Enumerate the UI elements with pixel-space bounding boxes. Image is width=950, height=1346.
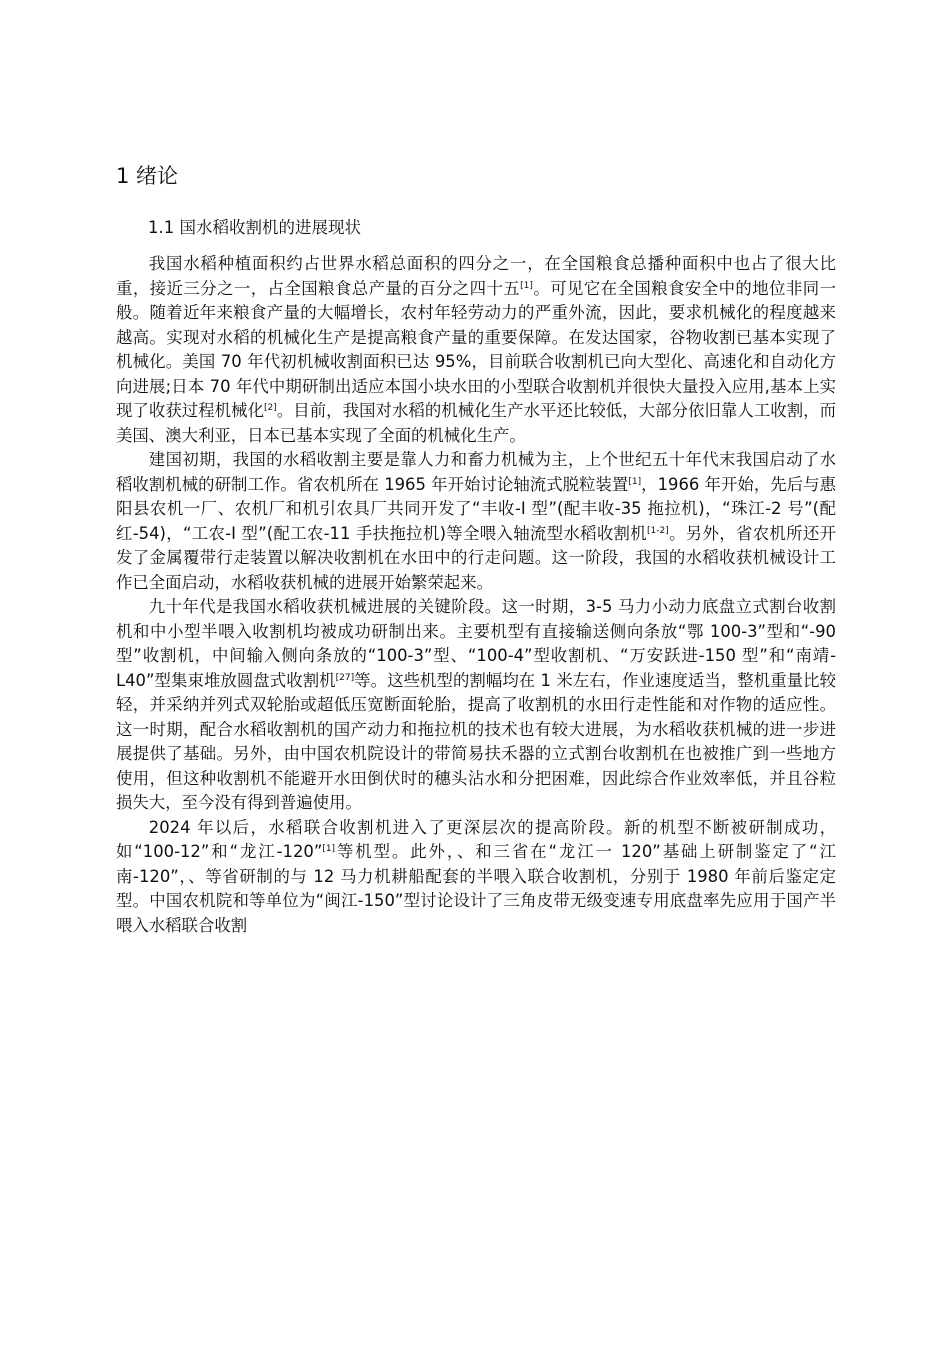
paragraph-3 (116, 595, 836, 816)
citation-ref: [1-2] (647, 525, 669, 536)
text-run: 。可见它在全国粮食安全中的地位非同一般。随着近年来粮食产量的大幅增长，农村年轻劳动力的严重外流，因此，要求机械化的程度越来越高。实现对水稻的机械化生产是提高粮食产量的重要保障。在发达国家，谷物收割已基本实现了机械化。美国 70 年代初机械收割面积已达 95%，目前联合收割机已向大型化、高速化和自动化方向进展;日本 70 年代中期研制出适应本国小块水田的小型联合收割机并很快大量投入应用,基本上实现了收获过程机械化 (116, 278, 837, 420)
citation-ref: [2] (264, 403, 277, 413)
text-run: 。目前，我国对水稻的机械化生产水平还比较低，大部分依旧靠人工收割，而美国、澳大利亚，日本已基本实现了全面的机械化生产。 (116, 401, 837, 445)
text-run: 等。这些机型的割幅均在 1 米左右，作业速度适当，整机重量比较轻，并采纳并列式双轮胎或超低压宽断面轮胎，提高了收割机的水田行走性能和对作物的适应性。这一时期，配合水稻收割机的国产动力和拖拉机的技术也有较大进展，为水稻收获机械的进一步进展提供了基础。另外，由中国农机院设计的带简易扶禾器的立式割台收割机在也被推广到一些地方使用，但这种收割机不能避开水田倒伏时的穗头沾水和分把困难，因此综合作业效率低，并且谷粒损失大，至今没有得到普遍使用。 (116, 670, 836, 812)
text-run: ，1966 年开始，先后与惠阳县农机一厂、农机厂和机引农具厂共同开发了“丰收-I 型”(配丰收-35 拖拉机)，“珠江-2 号”(配红-54)，“工农-I 型”(配工农-11 手扶拖拉机)等全喂入轴流型水稻收割机 (116, 474, 836, 543)
body-text (116, 252, 836, 938)
text-run: 等机型。此外，、和三省在“龙江一 120”基础上研制鉴定了“江南-120”，、等省研制的与 12 马力机耕船配套的半喂入联合收割机，分别于 1980 年前后鉴定定型。中国农机院和等单位为“闽江-150”型讨论设计了三角皮带无级变速专用底盘率先应用于国产半喂入水稻联合收割 (116, 842, 836, 935)
paragraph-2 (116, 448, 836, 595)
text-run: 九十年代是我国水稻收获机械进展的关键阶段。这一时期，3-5 马力小动力底盘立式割台收割机和中小型半喂入收割机均被成功研制出来。主要机型有直接输送侧向条放“鄂 100-3”型和“-90 型”收割机，中间输入侧向条放的“100-3”型、“100-4”型收割机、“万安跃进-150 型”和“南靖-L40”型集束堆放圆盘式收割机 (116, 597, 836, 690)
paragraph-4 (116, 816, 836, 939)
citation-ref: [1] (322, 844, 336, 854)
citation-ref: [1] (628, 476, 642, 487)
section-title: 1.1 国水稻收割机的进展现状 (148, 218, 361, 237)
text-run: 建国初期，我国的水稻收割主要是靠人力和畜力机械为主，上个世纪五十年代末我国启动了水稻收割机械的研制工作。省农机所在 1965 年开始讨论轴流式脱粒装置 (116, 450, 836, 494)
chapter-title: 1 绪论 (116, 164, 179, 188)
text-run: 2024 年以后，水稻联合收割机进入了更深层次的提高阶段。新的机型不断被研制成功，如“100-12”和“龙江-120” (116, 817, 836, 861)
paragraph-1 (116, 252, 836, 448)
text-run: 我国水稻种植面积约占世界水稻总面积的四分之一，在全国粮食总播种面积中也占了很大比重，接近三分之一，占全国粮食总产量的百分之四十五 (116, 254, 836, 298)
citation-ref: [27] (335, 672, 355, 683)
text-run: 。另外，省农机所还开发了金属覆带行走装置以解决收割机在水田中的行走问题。这一阶段，我国的水稻收获机械设计工作已全面启动，水稻收获机械的进展开始繁荣起来。 (116, 523, 836, 592)
citation-ref: [1] (520, 280, 533, 291)
